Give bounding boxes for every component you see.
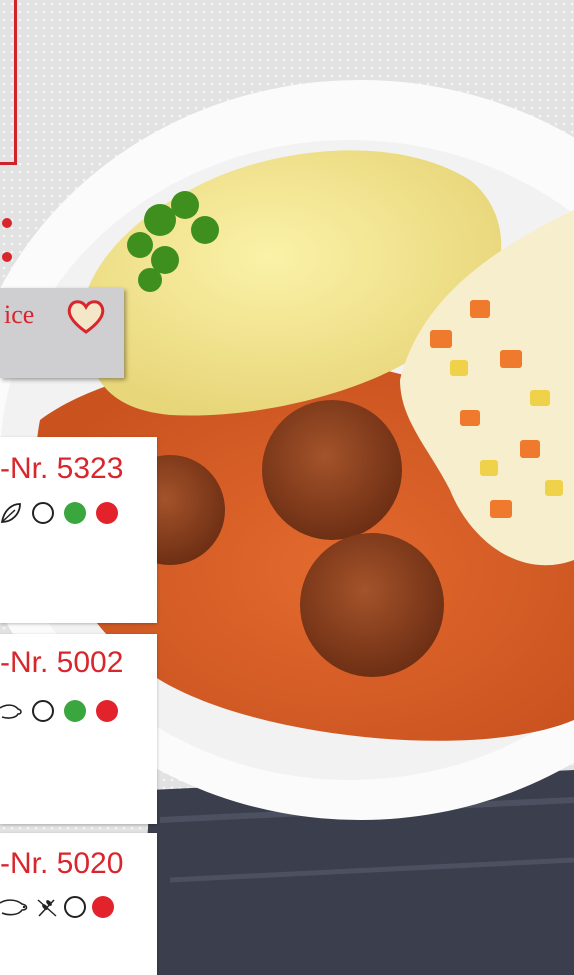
red-frame-decoration: [0, 0, 17, 165]
product-box-5002: [0, 634, 157, 824]
green-circle-icon: [64, 700, 86, 722]
empty-circle-icon: [64, 896, 86, 918]
wheat-icon: [36, 896, 58, 918]
heart-icon: [66, 298, 106, 334]
tag-label: [0, 288, 124, 378]
icon-row: [0, 700, 118, 722]
red-circle-icon: [96, 700, 118, 722]
red-circle-icon: [92, 896, 114, 918]
product-box-5020: [0, 833, 157, 975]
icon-row: [0, 502, 118, 524]
art-number: -Nr. 5002: [0, 646, 124, 679]
red-circle-icon: [96, 502, 118, 524]
green-circle-icon: [64, 502, 86, 524]
product-box-5323: [0, 437, 157, 623]
pig-icon: [0, 700, 22, 722]
art-number: -Nr. 5323: [0, 452, 124, 485]
tag-label-text: ice: [4, 300, 35, 329]
empty-circle-icon: [32, 700, 54, 722]
icon-row: [0, 896, 114, 918]
art-number: -Nr. 5020: [0, 847, 124, 880]
leaf-icon: [0, 502, 22, 524]
pig-icon: [0, 896, 30, 918]
empty-circle-icon: [32, 502, 54, 524]
